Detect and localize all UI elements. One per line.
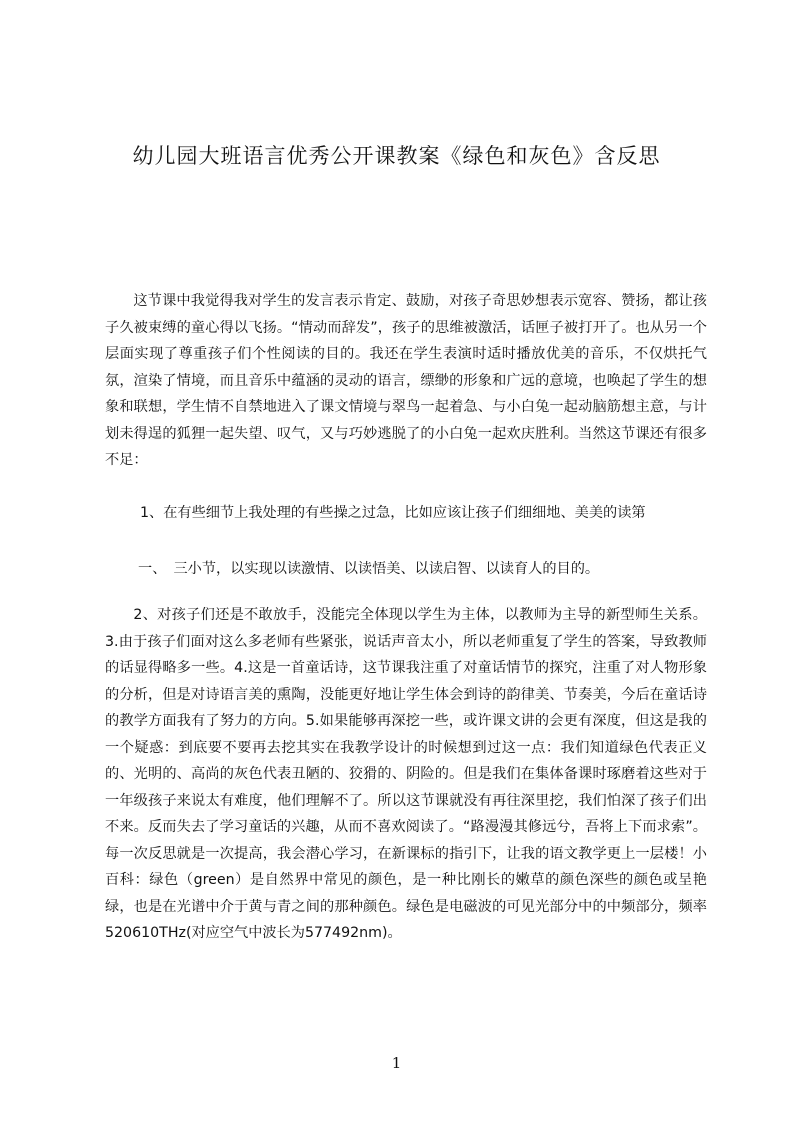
paragraph-point-1: 1、在有些细节上我处理的有些操之过急，比如应该让孩子们细细地、美美的读第 bbox=[140, 505, 646, 521]
paragraph-reflection-intro: 这节课中我觉得我对学生的发言表示肯定、鼓励，对孩子奇思妙想表示宽容、赞扬，都让孩子久被束缚的童心得以飞扬。“情动而辞发”，孩子的思维被激活，话匣子被打开了。也从另一个层面实现了尊重孩子们个性阅读的目的。我还在学生表演时适时播放优美的音乐，不仅烘托气氛，渲染了情境，而且音乐中蕴涵的灵动的语言，缥缈的形象和广远的意境，也唤起了学生的想象和联想，学生情不自禁地进入了课文情境与翠鸟一起着急、与小白兔一起动脑筋想主意，与计划未得逞的狐狸一起失望、叹气，又与巧妙逃脱了的小白兔一起欢庆胜利。当然这节课还有很多不足： bbox=[105, 293, 707, 468]
paragraph-point-1-continued: 一、 三小节，以实现以读激情、以读悟美、以读启智、以读育人的目的。 bbox=[138, 561, 600, 577]
page-number: 1 bbox=[391, 1054, 402, 1072]
paragraph-points-2-to-5: 2、对孩子们还是不敢放手，没能完全体现以学生为主体，以教师为主导的新型师生关系。3.由于孩子们面对这么多老师有些紧张，说话声音太小，所以老师重复了学生的答案，导致教师的话显得略多一些。4.这是一首童话诗，这节课我注重了对童话情节的探究，注重了对人物形象的分析，但是对诗语言美的熏陶，没能更好地让学生体会到诗的韵律美、节奏美，今后在童话诗的教学方面我有了努力的方向。5.如果能够再深挖一些，或许课文讲的会更有深度，但这是我的一个疑惑：到底要不要再去挖其实在我教学设计的时候想到过这一点：我们知道绿色代表正义的、光明的、高尚的灰色代表丑陋的、狡猾的、阴险的。但是我们在集体备课时琢磨着这些对于一年级孩子来说太有难度，他们理解不了。所以这节课就没有再往深里挖，我们怕深了孩子们出不来。反而失去了学习童话的兴趣，从而不喜欢阅读了。“路漫漫其修远兮，吾将上下而求索”。每一次反思就是一次提高，我会潜心学习，在新课标的指引下，让我的语文教学更上一层楼！小百科：绿色（green）是自然界中常见的颜色，是一种比刚长的嫩草的颜色深些的颜色或呈艳绿，也是在光谱中介于黄与青之间的那种颜色。绿色是电磁波的可见光部分中的中频部分，频率520610THz(对应空气中波长为577492nm)。 bbox=[105, 607, 707, 941]
document-title: 幼儿园大班语言优秀公开课教案《绿色和灰色》含反思 bbox=[132, 144, 661, 168]
